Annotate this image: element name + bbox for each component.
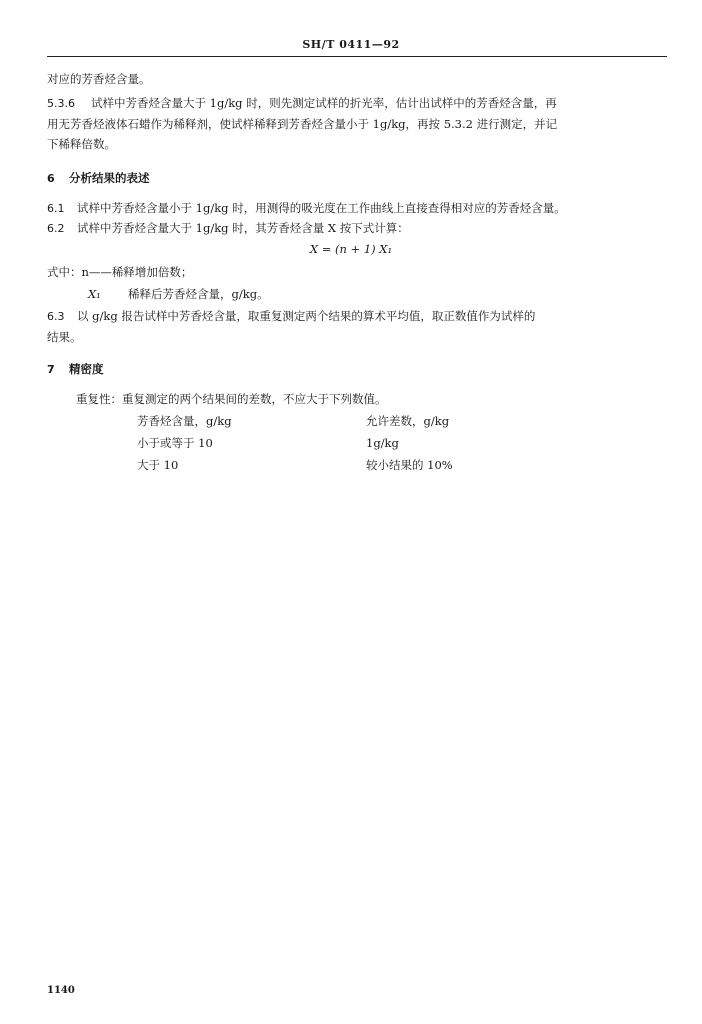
clause-6-3-number: 6.3 bbox=[47, 310, 65, 323]
clause-6-1 bbox=[47, 200, 566, 217]
where-x1-symbol: X₁ bbox=[88, 287, 101, 301]
page-header-code: SH/T 0411—92 bbox=[302, 38, 400, 51]
clause-5-3-6-number: 5.3.6 bbox=[47, 97, 75, 110]
clause-6-1-number: 6.1 bbox=[47, 202, 65, 215]
section-7-title: 精密度 bbox=[69, 362, 104, 376]
where-n-definition: n——稀释增加倍数； bbox=[81, 265, 193, 279]
formula: X = (n + 1) X₁ bbox=[309, 242, 393, 256]
table-row-2-content: 大于 10 bbox=[137, 458, 179, 472]
clause-6-3-text1: 以 g/kg 报告试样中芳香烃含量，取重复测定两个结果的算术平均值，取正数值作为试样的 bbox=[77, 309, 536, 323]
table-row-2-tolerance: 较小结果的 10% bbox=[366, 458, 453, 472]
table-header-tolerance: 允许差数，g/kg bbox=[366, 414, 450, 428]
where-line-x1 bbox=[88, 286, 269, 302]
table-header-content: 芳香烃含量，g/kg bbox=[137, 414, 232, 428]
clause-6-2 bbox=[47, 220, 409, 237]
header-rule bbox=[47, 56, 667, 57]
repeatability-text: 重复性：重复测定的两个结果间的差数，不应大于下列数值。 bbox=[76, 392, 387, 406]
clause-6-3-line2: 结果。 bbox=[47, 330, 82, 344]
section-6-number: 6 bbox=[47, 172, 55, 185]
where-label: 式中： bbox=[47, 265, 82, 279]
table-row-1-content: 小于或等于 10 bbox=[137, 436, 213, 450]
where-x1-definition: 稀释后芳香烃含量，g/kg。 bbox=[128, 287, 269, 301]
clause-6-2-number: 6.2 bbox=[47, 222, 65, 235]
clause-5-3-6-line2: 用无芳香烃液体石蜡作为稀释剂，使试样稀释到芳香烃含量小于 1g/kg，再按 5.3.2 进行测定，并记 bbox=[47, 117, 558, 131]
table-row-1-tolerance: 1g/kg bbox=[366, 436, 399, 450]
where-line-n bbox=[47, 264, 192, 280]
section-6-heading bbox=[47, 170, 150, 187]
clause-5-3-6-line3: 下稀释倍数。 bbox=[47, 137, 116, 151]
page-number: 1140 bbox=[47, 985, 75, 996]
section-6-title: 分析结果的表述 bbox=[69, 171, 150, 185]
section-7-number: 7 bbox=[47, 363, 55, 376]
clause-6-3-line1 bbox=[47, 308, 535, 325]
continued-line: 对应的芳香烃含量。 bbox=[47, 72, 151, 86]
clause-6-2-text: 试样中芳香烃含量大于 1g/kg 时，其芳香烃含量 X 按下式计算： bbox=[77, 221, 409, 235]
section-7-heading bbox=[47, 361, 104, 378]
clause-5-3-6-text1: 试样中芳香烃含量大于 1g/kg 时，则先测定试样的折光率，估计出试样中的芳香烃含量，再 bbox=[91, 96, 557, 110]
clause-5-3-6-line1 bbox=[47, 95, 557, 112]
clause-6-1-text: 试样中芳香烃含量小于 1g/kg 时，用测得的吸光度在工作曲线上直接查得相对应的芳香烃含量。 bbox=[77, 201, 566, 215]
